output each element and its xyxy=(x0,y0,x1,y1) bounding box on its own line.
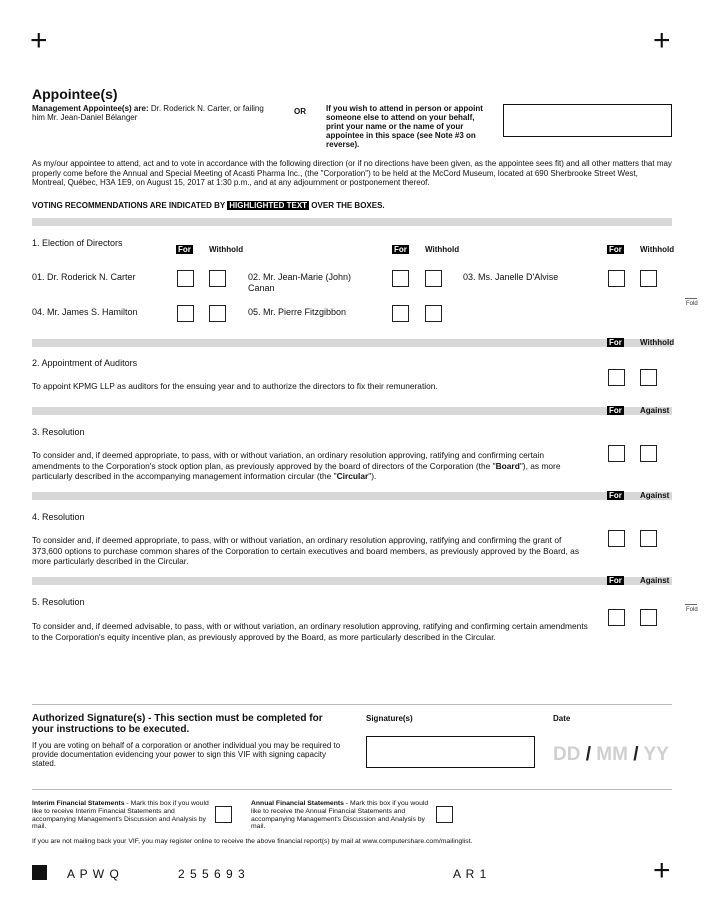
director-05: 05. Mr. Pierre Fitzgibbon xyxy=(248,307,347,317)
footer-black-square xyxy=(32,865,47,880)
col-for-1: For xyxy=(178,245,191,254)
date-mm: MM xyxy=(596,744,628,765)
signature-label: Signature(s) xyxy=(366,714,413,723)
col-withhold-3: Withhold xyxy=(640,245,675,254)
online-registration-text: If you are not mailing back your VIF, you may register online to receive the above financial report(s) by mail at www.computershare.com/mailinglist. xyxy=(32,838,473,845)
res5-against-checkbox[interactable] xyxy=(640,609,657,626)
director-03-withhold-checkbox[interactable] xyxy=(640,270,657,287)
appointee-direction-text: As my/our appointee to attend, act and to vote in accordance with the following direction (or if no directions have been given, as the appointee sees fit) and all other matters that may properly come before the Annual and Special Meeting of Acasti Pharma Inc., (the "Corporation") to be held at the McCord Museum, located at 690 Sherbrooke Street West, Montreal, Québec, H3A 1E9, on August 15, 2017 at 1:30 p.m., and at any adjournment or postponement thereof. xyxy=(32,159,672,187)
res4-for-checkbox[interactable] xyxy=(608,530,625,547)
res3-text xyxy=(32,450,592,482)
voting-recommendation xyxy=(32,201,385,210)
res4-col-against: Against xyxy=(640,491,670,500)
col-withhold-1: Withhold xyxy=(209,245,244,254)
auditors-col-withhold: Withhold xyxy=(640,338,675,347)
fold-label: Fold xyxy=(686,607,698,613)
director-03: 03. Ms. Janelle D'Alvise xyxy=(463,272,559,282)
interim-desc: - Mark this box if you would like to receive Interim Financial Statements and accompanying Management's Discussion and Analysis by mail. xyxy=(32,800,209,831)
signature-field[interactable] xyxy=(366,736,535,768)
election-title: 1. Election of Directors xyxy=(32,238,123,248)
section-divider-band xyxy=(32,218,672,226)
res3-text-c: "). xyxy=(368,471,377,481)
date-field[interactable] xyxy=(553,744,669,766)
res3-title: 3. Resolution xyxy=(32,427,85,437)
director-02-for-checkbox[interactable] xyxy=(392,270,409,287)
registration-mark-top-left: + xyxy=(30,24,48,57)
appointee-name-field[interactable] xyxy=(503,104,672,137)
res3-text-a: To consider and, if deemed appropriate, to pass, with or without variation, an ordinary resolution approving, ratifying and confirming certain amendments to the Corporation's stock option plan, as previously approved by the board of directors of the Corporation (the " xyxy=(32,450,545,471)
res3-board: Board xyxy=(495,460,520,471)
col-withhold-2: Withhold xyxy=(425,245,460,254)
financial-divider xyxy=(32,789,672,790)
director-01: 01. Dr. Roderick N. Carter xyxy=(32,272,136,282)
annual-desc: - Mark this box if you would like to receive the Annual Financial Statements and accompanying Management's Discussion and Analysis by mail. xyxy=(251,800,429,831)
director-04-for-checkbox[interactable] xyxy=(177,305,194,322)
signature-divider xyxy=(32,704,672,705)
director-05-for-checkbox[interactable] xyxy=(392,305,409,322)
res3-col-against: Against xyxy=(640,406,670,415)
res4-against-checkbox[interactable] xyxy=(640,530,657,547)
management-label: Management Appointee(s) are: xyxy=(32,104,149,113)
voting-recommendation-prefix: VOTING RECOMMENDATIONS ARE INDICATED BY xyxy=(32,201,226,210)
res5-col-against: Against xyxy=(640,576,670,585)
voting-recommendation-suffix: OVER THE BOXES. xyxy=(311,201,385,210)
res3-for-checkbox[interactable] xyxy=(608,445,625,462)
res5-title: 5. Resolution xyxy=(32,597,85,607)
res3-text-b: "), as more particularly described in the accompanying management information circular (the " xyxy=(32,460,561,481)
res5-col-for: For xyxy=(609,576,622,585)
registration-mark-bottom-right: + xyxy=(653,854,671,887)
res3-col-for: For xyxy=(609,406,622,415)
col-for-2: For xyxy=(394,245,407,254)
director-04-withhold-checkbox[interactable] xyxy=(209,305,226,322)
signature-note: If you are voting on behalf of a corporation or another individual you may be required to provide documentation evidencing your power to sign this VIF with signing capacity stated. xyxy=(32,741,341,768)
appointees-title: Appointee(s) xyxy=(32,86,118,102)
date-dd: DD xyxy=(553,744,581,765)
director-03-for-checkbox[interactable] xyxy=(608,270,625,287)
section-divider-band xyxy=(32,407,672,415)
section-divider-band xyxy=(32,577,672,585)
date-label: Date xyxy=(553,714,571,723)
date-yy: YY xyxy=(643,744,669,765)
res4-title: 4. Resolution xyxy=(32,512,85,522)
section-divider-band xyxy=(32,492,672,500)
annual-statements-checkbox[interactable] xyxy=(436,806,453,823)
footer-code-2: 2 5 5 6 9 3 xyxy=(178,867,246,881)
auditors-withhold-checkbox[interactable] xyxy=(640,369,657,386)
fold-line xyxy=(685,298,697,299)
director-01-withhold-checkbox[interactable] xyxy=(209,270,226,287)
interim-title: Interim Financial Statements xyxy=(32,800,125,807)
annual-statements-text xyxy=(251,800,429,831)
auditors-title: 2. Appointment of Auditors xyxy=(32,358,138,368)
col-for-3: For xyxy=(609,245,622,254)
auditors-col-for: For xyxy=(609,338,622,347)
director-04: 04. Mr. James S. Hamilton xyxy=(32,307,138,317)
annual-title: Annual Financial Statements xyxy=(251,800,344,807)
director-02: 02. Mr. Jean-Marie (John) Canan xyxy=(248,272,352,293)
footer-code-3: A R 1 xyxy=(453,867,488,881)
footer-code-1: A P W Q xyxy=(67,867,120,881)
fold-label: Fold xyxy=(686,301,698,307)
res4-col-for: For xyxy=(609,491,622,500)
res5-text: To consider and, if deemed advisable, to pass, with or without variation, an ordinary resolution approving, ratifying and confirming certain amendments to the Corporation's equity incentive plan, as previously approved by the Board, as more particularly described in the Circular. xyxy=(32,621,588,642)
signature-title: Authorized Signature(s) - This section must be completed for your instructions to be executed. xyxy=(32,713,323,735)
fold-line xyxy=(685,604,697,605)
interim-statements-text xyxy=(32,800,210,831)
section-divider-band xyxy=(32,338,675,347)
director-02-withhold-checkbox[interactable] xyxy=(425,270,442,287)
management-names: Dr. Roderick N. Carter, or failing him Mr. Jean-Daniel Bélanger xyxy=(32,104,264,122)
auditors-for-checkbox[interactable] xyxy=(608,369,625,386)
interim-statements-checkbox[interactable] xyxy=(215,806,232,823)
voting-recommendation-highlight: HIGHLIGHTED TEXT xyxy=(229,201,308,210)
auditors-text: To appoint KPMG LLP as auditors for the ensuing year and to authorize the directors to fix their remuneration. xyxy=(32,381,438,391)
res3-circular: Circular xyxy=(336,471,369,481)
or-label: OR xyxy=(294,107,306,116)
res3-against-checkbox[interactable] xyxy=(640,445,657,462)
director-01-for-checkbox[interactable] xyxy=(177,270,194,287)
date-slash-1: / xyxy=(585,744,592,765)
attend-instructions: If you wish to attend in person or appoint someone else to attend on your behalf, print your name or the name of your appointee in this space (see Note #3 on reverse). xyxy=(326,104,483,149)
res5-for-checkbox[interactable] xyxy=(608,609,625,626)
date-slash-2: / xyxy=(633,744,639,765)
registration-mark-top-right: + xyxy=(653,24,671,57)
management-appointees xyxy=(32,104,277,122)
res4-text: To consider and, if deemed appropriate, to pass, with or without variation, an ordinary resolution approving, ratifying and confirming the grant of 373,600 options to purchase common shares of the Corporation to certain executives and board members, as previously approved by the Board, as more particularly described in the Circular. xyxy=(32,535,580,566)
director-05-withhold-checkbox[interactable] xyxy=(425,305,442,322)
